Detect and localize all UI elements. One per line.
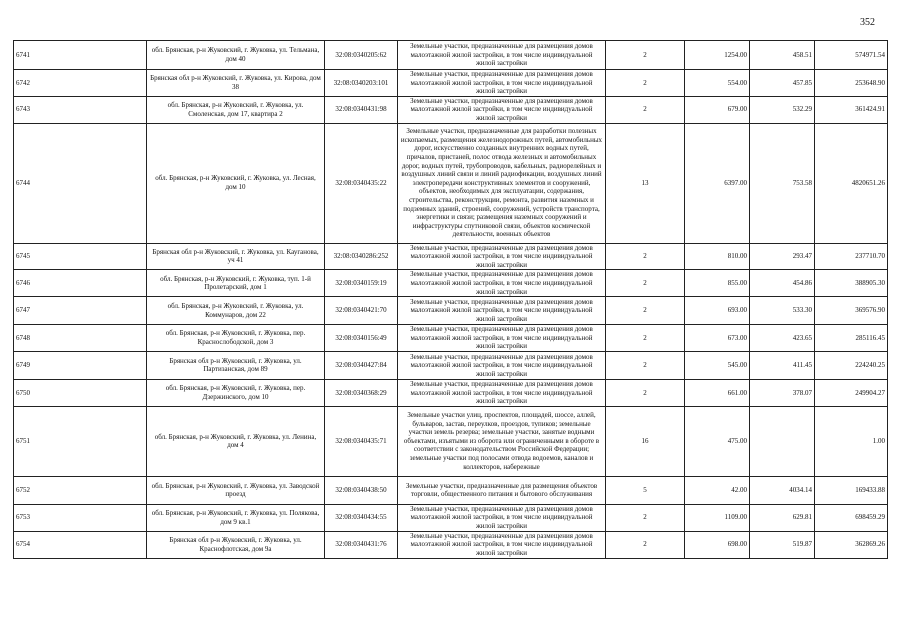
row-class: 16 bbox=[606, 406, 685, 476]
row-rate: 532.29 bbox=[750, 96, 815, 123]
row-cadastral-number: 32:08:0340156:49 bbox=[325, 325, 398, 352]
row-cadastral-number: 32:08:0340434:55 bbox=[325, 504, 398, 531]
row-area: 545.00 bbox=[685, 351, 750, 379]
row-number: 6744 bbox=[14, 123, 147, 243]
row-rate: 423.65 bbox=[750, 325, 815, 352]
row-rate: 411.45 bbox=[750, 351, 815, 379]
row-address: обл. Брянская, р-н Жуковский, г. Жуковка, туп. 1-й Пролетарский, дом 1 bbox=[147, 270, 325, 297]
row-total: 388905.30 bbox=[815, 270, 888, 297]
row-number: 6747 bbox=[14, 297, 147, 325]
row-class: 2 bbox=[606, 243, 685, 270]
row-number: 6742 bbox=[14, 70, 147, 97]
row-address: Брянская обл р-н Жуковский, г. Жуковка, ул. Партизанская, дом 89 bbox=[147, 351, 325, 379]
row-class: 2 bbox=[606, 270, 685, 297]
table-row bbox=[14, 243, 888, 270]
row-cadastral-number: 32:08:0340421:70 bbox=[325, 297, 398, 325]
row-area: 475.00 bbox=[685, 406, 750, 476]
row-land-use: Земельные участки, предназначенные для размещения домов малоэтажной жилой застройки, в том числе индивидуальной жилой застройки bbox=[398, 297, 606, 325]
row-land-use: Земельные участки, предназначенные для размещения объектов торговли, общественного питания и бытового обслуживания bbox=[398, 476, 606, 504]
table-row bbox=[14, 351, 888, 379]
row-class: 2 bbox=[606, 504, 685, 531]
page-number: 352 bbox=[860, 17, 875, 28]
row-area: 661.00 bbox=[685, 379, 750, 406]
row-land-use: Земельные участки улиц, проспектов, площадей, шоссе, аллей, бульваров, застав, переулков, проездов, тупиков; земельные участки земель резерва; земельные участки, занятые водными объектами, изъятыми из оборота или ограниченными в обороте в соответствии с законодательством Российской Федерации; земельные участки под полосами отвода водоемов, каналов и коллекторов, набережные bbox=[398, 406, 606, 476]
row-total: 253648.90 bbox=[815, 70, 888, 97]
row-number: 6751 bbox=[14, 406, 147, 476]
row-area: 810.00 bbox=[685, 243, 750, 270]
row-number: 6750 bbox=[14, 379, 147, 406]
row-address: Брянская обл р-н Жуковский, г. Жуковка, ул. Кауганова, уч 41 bbox=[147, 243, 325, 270]
row-land-use: Земельные участки, предназначенные для размещения домов малоэтажной жилой застройки, в том числе индивидуальной жилой застройки bbox=[398, 41, 606, 70]
row-total: 249904.27 bbox=[815, 379, 888, 406]
row-rate: 753.58 bbox=[750, 123, 815, 243]
row-cadastral-number: 32:08:0340203:101 bbox=[325, 70, 398, 97]
table-row bbox=[14, 325, 888, 352]
row-class: 2 bbox=[606, 325, 685, 352]
row-cadastral-number: 32:08:0340435:22 bbox=[325, 123, 398, 243]
row-land-use: Земельные участки, предназначенные для размещения домов малоэтажной жилой застройки, в том числе индивидуальной жилой застройки bbox=[398, 531, 606, 558]
table-row bbox=[14, 70, 888, 97]
row-address: Брянская обл р-н Жуковский, г. Жуковка, ул. Кирова, дом 38 bbox=[147, 70, 325, 97]
row-total: 361424.91 bbox=[815, 96, 888, 123]
row-cadastral-number: 32:08:0340435:71 bbox=[325, 406, 398, 476]
row-class: 2 bbox=[606, 41, 685, 70]
row-class: 2 bbox=[606, 531, 685, 558]
row-land-use: Земельные участки, предназначенные для размещения домов малоэтажной жилой застройки, в том числе индивидуальной жилой застройки bbox=[398, 379, 606, 406]
row-address: обл. Брянская, р-н Жуковский, г. Жуковка, ул. Коммунаров, дом 22 bbox=[147, 297, 325, 325]
row-number: 6749 bbox=[14, 351, 147, 379]
row-rate: 293.47 bbox=[750, 243, 815, 270]
row-class: 2 bbox=[606, 379, 685, 406]
row-land-use: Земельные участки, предназначенные для размещения домов малоэтажной жилой застройки, в том числе индивидуальной жилой застройки bbox=[398, 504, 606, 531]
row-cadastral-number: 32:08:0340368:29 bbox=[325, 379, 398, 406]
row-land-use: Земельные участки, предназначенные для размещения домов малоэтажной жилой застройки, в том числе индивидуальной жилой застройки bbox=[398, 325, 606, 352]
row-land-use: Земельные участки, предназначенные для размещения домов малоэтажной жилой застройки, в том числе индивидуальной жилой застройки bbox=[398, 243, 606, 270]
row-address: обл. Брянская, р-н Жуковский, г. Жуковка, пер. Краснослободской, дом 3 bbox=[147, 325, 325, 352]
row-class: 5 bbox=[606, 476, 685, 504]
row-cadastral-number: 32:08:0340431:98 bbox=[325, 96, 398, 123]
table-row bbox=[14, 379, 888, 406]
row-total: 4820651.26 bbox=[815, 123, 888, 243]
row-total: 285116.45 bbox=[815, 325, 888, 352]
row-rate: 454.86 bbox=[750, 270, 815, 297]
row-number: 6754 bbox=[14, 531, 147, 558]
row-address: обл. Брянская, р-н Жуковский, г. Жуковка, ул. Заводской проезд bbox=[147, 476, 325, 504]
table-row bbox=[14, 123, 888, 243]
row-address: обл. Брянская, р-н Жуковский, г. Жуковка, ул. Тельмана, дом 40 bbox=[147, 41, 325, 70]
row-total: 237710.70 bbox=[815, 243, 888, 270]
row-number: 6752 bbox=[14, 476, 147, 504]
row-total: 224240.25 bbox=[815, 351, 888, 379]
row-area: 6397.00 bbox=[685, 123, 750, 243]
row-address: обл. Брянская, р-н Жуковский, г. Жуковка, пер. Дзержинского, дом 10 bbox=[147, 379, 325, 406]
row-rate: 4034.14 bbox=[750, 476, 815, 504]
row-land-use: Земельные участки, предназначенные для размещения домов малоэтажной жилой застройки, в том числе индивидуальной жилой застройки bbox=[398, 270, 606, 297]
row-land-use: Земельные участки, предназначенные для размещения домов малоэтажной жилой застройки, в том числе индивидуальной жилой застройки bbox=[398, 96, 606, 123]
row-area: 1109.00 bbox=[685, 504, 750, 531]
row-class: 2 bbox=[606, 96, 685, 123]
row-rate: 378.07 bbox=[750, 379, 815, 406]
table-row bbox=[14, 504, 888, 531]
row-area: 855.00 bbox=[685, 270, 750, 297]
table-row bbox=[14, 96, 888, 123]
row-number: 6748 bbox=[14, 325, 147, 352]
row-area: 679.00 bbox=[685, 96, 750, 123]
row-rate: 629.81 bbox=[750, 504, 815, 531]
table-row bbox=[14, 270, 888, 297]
row-cadastral-number: 32:08:0340159:19 bbox=[325, 270, 398, 297]
table-row bbox=[14, 531, 888, 558]
row-address: Брянская обл р-н Жуковский, г. Жуковка, ул. Краснофлотская, дом 9а bbox=[147, 531, 325, 558]
row-number: 6753 bbox=[14, 504, 147, 531]
row-cadastral-number: 32:08:0340438:50 bbox=[325, 476, 398, 504]
row-area: 673.00 bbox=[685, 325, 750, 352]
row-area: 42.00 bbox=[685, 476, 750, 504]
table-row bbox=[14, 476, 888, 504]
register-body bbox=[14, 41, 888, 559]
row-total: 1.00 bbox=[815, 406, 888, 476]
row-area: 554.00 bbox=[685, 70, 750, 97]
row-total: 369576.90 bbox=[815, 297, 888, 325]
land-register-table bbox=[13, 40, 888, 559]
row-land-use: Земельные участки, предназначенные для разработки полезных ископаемых, размещения железнодорожных путей, автомобильных дорог, искусственно созданных внутренних водных путей, причалов, пристаней, полос отвода железных и автомобильных дорог, водных путей, трубопроводов, кабельных, радиорелейных и воздушных линий связи и линий радиофикации, воздушных линий электропередачи конструктивных элементов и сооружений, объектов, необходимых для эксплуатации, содержания, строительства, реконструкции, ремонта, развития наземных и подземных зданий, строений, сооружений, устройств транспорта, энергетики и связи; размещения наземных сооружений и инфраструктуры спутниковой связи, объектов космической деятельности, военных объектов bbox=[398, 123, 606, 243]
row-class: 2 bbox=[606, 297, 685, 325]
row-rate: 533.30 bbox=[750, 297, 815, 325]
row-class: 13 bbox=[606, 123, 685, 243]
row-address: обл. Брянская, р-н Жуковский, г. Жуковка, ул. Полякова, дом 9 кв.1 bbox=[147, 504, 325, 531]
row-area: 693.00 bbox=[685, 297, 750, 325]
row-rate bbox=[750, 406, 815, 476]
row-total: 169433.88 bbox=[815, 476, 888, 504]
row-cadastral-number: 32:08:0340286:252 bbox=[325, 243, 398, 270]
row-cadastral-number: 32:08:0340431:76 bbox=[325, 531, 398, 558]
row-land-use: Земельные участки, предназначенные для размещения домов малоэтажной жилой застройки, в том числе индивидуальной жилой застройки bbox=[398, 351, 606, 379]
row-rate: 458.51 bbox=[750, 41, 815, 70]
row-address: обл. Брянская, р-н Жуковский, г. Жуковка, ул. Смоленская, дом 17, квартира 2 bbox=[147, 96, 325, 123]
row-area: 1254.00 bbox=[685, 41, 750, 70]
row-number: 6743 bbox=[14, 96, 147, 123]
row-total: 574971.54 bbox=[815, 41, 888, 70]
row-rate: 519.87 bbox=[750, 531, 815, 558]
row-total: 698459.29 bbox=[815, 504, 888, 531]
row-address: обл. Брянская, р-н Жуковский, г. Жуковка, ул. Ленина, дом 4 bbox=[147, 406, 325, 476]
row-number: 6745 bbox=[14, 243, 147, 270]
row-area: 698.00 bbox=[685, 531, 750, 558]
row-rate: 457.85 bbox=[750, 70, 815, 97]
row-number: 6746 bbox=[14, 270, 147, 297]
row-address: обл. Брянская, р-н Жуковский, г. Жуковка, ул. Лесная, дом 10 bbox=[147, 123, 325, 243]
row-total: 362869.26 bbox=[815, 531, 888, 558]
row-land-use: Земельные участки, предназначенные для размещения домов малоэтажной жилой застройки, в том числе индивидуальной жилой застройки bbox=[398, 70, 606, 97]
row-class: 2 bbox=[606, 351, 685, 379]
row-number: 6741 bbox=[14, 41, 147, 70]
row-cadastral-number: 32:08:0340427:84 bbox=[325, 351, 398, 379]
row-cadastral-number: 32:08:0340205:62 bbox=[325, 41, 398, 70]
table-row bbox=[14, 406, 888, 476]
table-row bbox=[14, 297, 888, 325]
row-class: 2 bbox=[606, 70, 685, 97]
table-row bbox=[14, 41, 888, 70]
